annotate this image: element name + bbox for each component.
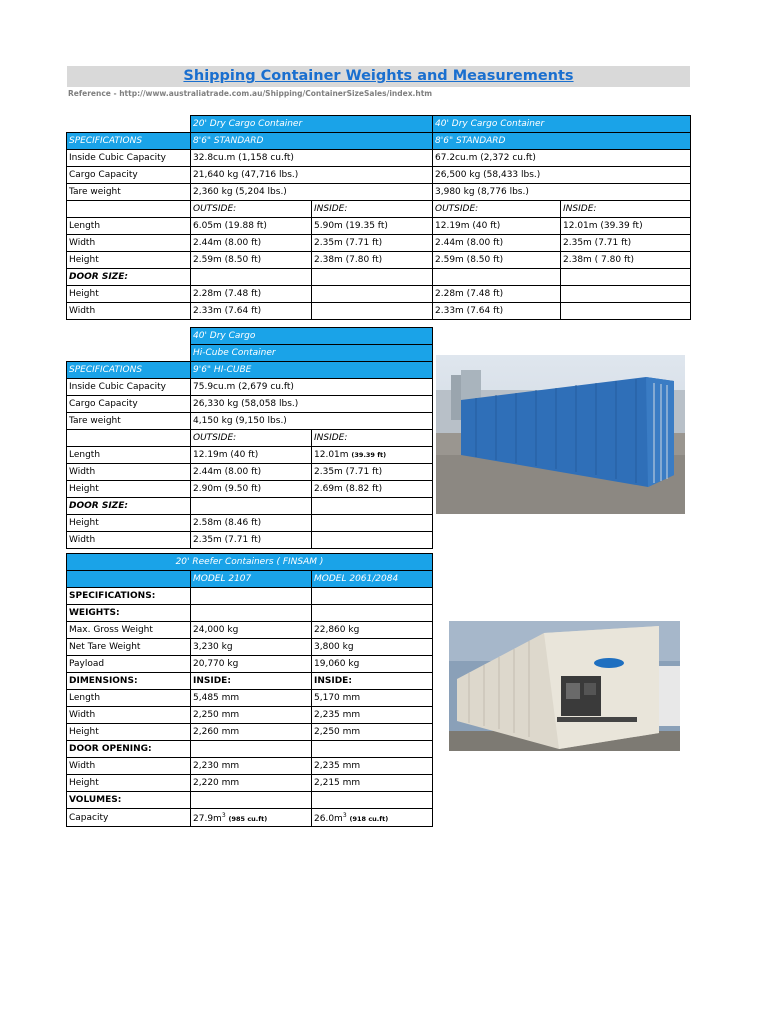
table-row: Cargo Capacity 21,640 kg (47,716 lbs.) 26,500 kg (58,433 lbs.) [67,167,691,184]
table-row: Height 2.28m (7.48 ft) 2.28m (7.48 ft) [67,286,691,303]
table-row: Length 12.19m (40 ft) 12.01m (39.39 ft) [67,447,433,464]
table-row: Cargo Capacity 26,330 kg (58,058 lbs.) [67,396,433,413]
table-row [67,605,433,622]
table-row: Length 6.05m (19.88 ft) 5.90m (19.35 ft) 12.19m (40 ft) 12.01m (39.39 ft) [67,218,691,235]
table-row: Inside Cubic Capacity 75.9cu.m (2,679 cu.ft) [67,379,433,396]
door-opening-label: DOOR OPENING: [67,741,191,758]
hicube-container-table [66,327,433,549]
dry-container-table [66,115,691,320]
standard-hicube: 9'6" HI-CUBE [191,362,433,379]
table-row: Net Tare Weight 3,230 kg 3,800 kg [67,639,433,656]
dimensions-label: DIMENSIONS: [67,673,191,690]
header-reefer: 20' Reefer Containers ( FINSAM ) [67,554,433,571]
table-row: Capacity $27.9m^3$ (985 cu.ft) $26.0m^3$ (918 cu.ft) [67,809,433,827]
table-row: Tare weight 4,150 kg (9,150 lbs.) [67,413,433,430]
table-row: Width 2.44m (8.00 ft) 2.35m (7.71 ft) [67,464,433,481]
table-row: Width 2.33m (7.64 ft) 2.33m (7.64 ft) [67,303,691,320]
inside-label: INSIDE: [312,430,433,447]
outside-label: OUTSIDE: [191,201,312,218]
header-20ft-dry: 20' Dry Cargo Container [191,116,433,133]
model-2107: MODEL 2107 [191,571,312,588]
table-row: Width 2,250 mm 2,235 mm [67,707,433,724]
standard-40ft: 8'6" STANDARD [433,133,691,150]
weights-label: WEIGHTS: [67,605,191,622]
table-row: Tare weight 2,360 kg (5,204 lbs.) 3,980 kg (8,776 lbs.) [67,184,691,201]
specifications-label: SPECIFICATIONS [67,133,191,150]
table-row: Length 5,485 mm 5,170 mm [67,690,433,707]
table-row: Inside Cubic Capacity 32.8cu.m (1,158 cu.ft) 67.2cu.m (2,372 cu.ft) [67,150,691,167]
volumes-label: VOLUMES: [67,792,191,809]
table-row [67,588,433,605]
table-row [67,430,433,447]
outside-label: OUTSIDE: [433,201,561,218]
door-size-label: DOOR SIZE: [67,498,191,515]
table-row: Height 2.59m (8.50 ft) 2.38m (7.80 ft) 2.59m (8.50 ft) 2.38m ( 7.80 ft) [67,252,691,269]
header-hicube-line2: Hi-Cube Container [191,345,433,362]
outside-label: OUTSIDE: [191,430,312,447]
table-row [67,498,433,515]
inside-label: INSIDE: [561,201,691,218]
table-row: Width 2.35m (7.71 ft) [67,532,433,549]
table-row [67,269,691,286]
table-row [67,673,433,690]
page-title: Shipping Container Weights and Measurements [183,68,574,84]
hicube-container-photo [436,355,685,514]
model-2061-2084: MODEL 2061/2084 [312,571,433,588]
reference-text: Reference - http://www.australiatrade.com.au/Shipping/ContainerSizeSales/index.htm [68,89,433,98]
specifications-label: SPECIFICATIONS [67,362,191,379]
reefer-container-table [66,553,433,827]
table-row [67,201,691,218]
table-row [67,792,433,809]
reefer-container-photo [449,621,680,751]
table-row: Width 2.44m (8.00 ft) 2.35m (7.71 ft) 2.44m (8.00 ft) 2.35m (7.71 ft) [67,235,691,252]
table-row: Payload 20,770 kg 19,060 kg [67,656,433,673]
inside-label: INSIDE: [312,673,433,690]
table-row [67,741,433,758]
door-size-label: DOOR SIZE: [67,269,191,286]
standard-20ft: 8'6" STANDARD [191,133,433,150]
table-row: Height 2,260 mm 2,250 mm [67,724,433,741]
table-row: Height 2,220 mm 2,215 mm [67,775,433,792]
table-row: Width 2,230 mm 2,235 mm [67,758,433,775]
title-bar [67,66,690,87]
inside-label: INSIDE: [191,673,312,690]
table-row: Height 2.58m (8.46 ft) [67,515,433,532]
header-40ft-dry: 40' Dry Cargo Container [433,116,691,133]
table-row: Max. Gross Weight 24,000 kg 22,860 kg [67,622,433,639]
table-row: Height 2.90m (9.50 ft) 2.69m (8.82 ft) [67,481,433,498]
specifications-label: SPECIFICATIONS: [67,588,191,605]
inside-label: INSIDE: [312,201,433,218]
header-hicube-line1: 40' Dry Cargo [191,328,433,345]
